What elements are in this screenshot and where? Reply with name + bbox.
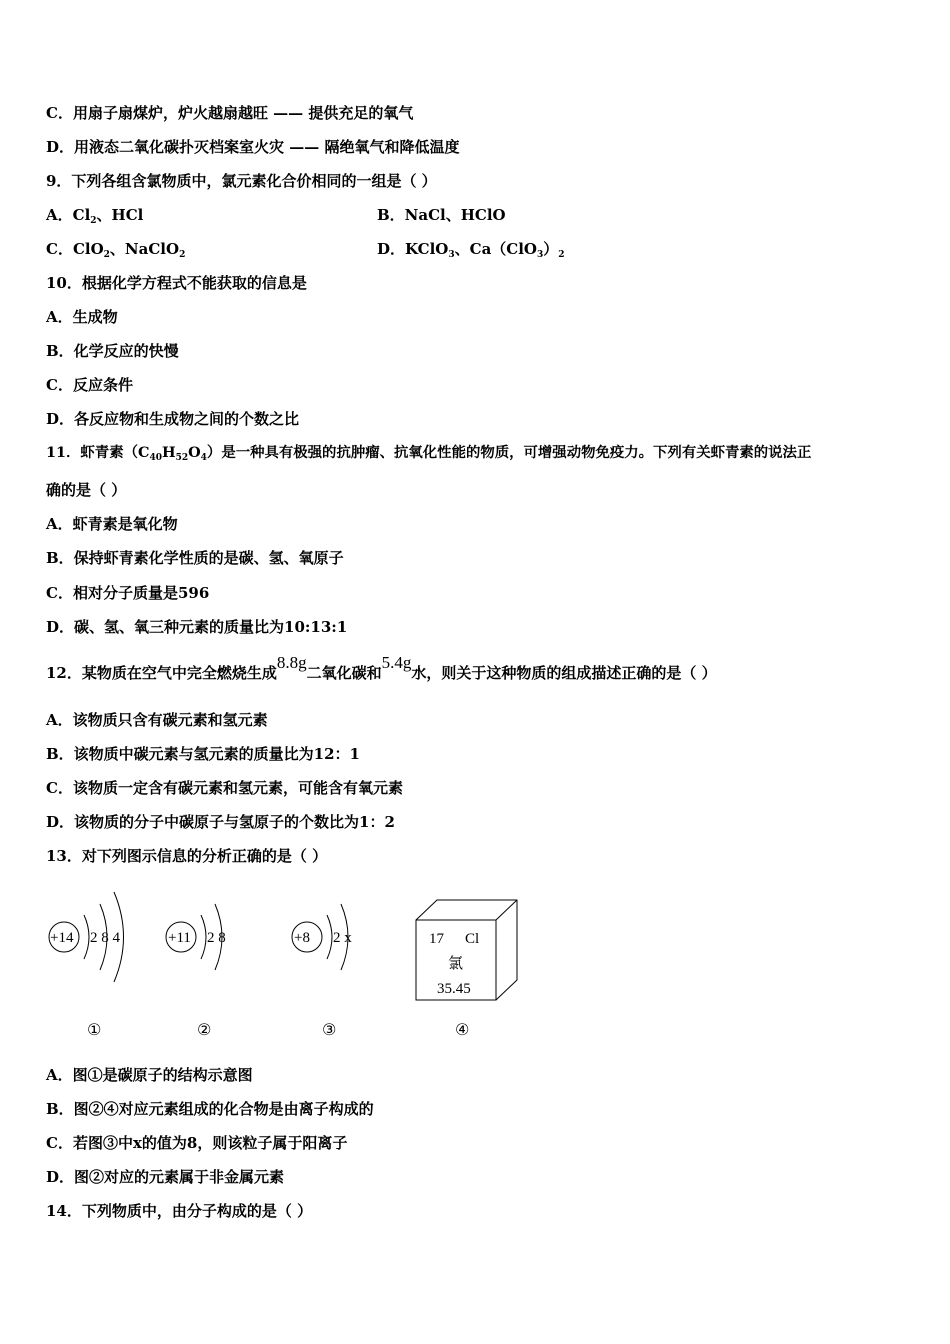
element-name: 氯 [448, 954, 464, 972]
element-mass: 35.45 [437, 981, 471, 997]
q13-option-c: C．若图③中x的值为8，则该粒子属于阳离子 [46, 1134, 348, 1152]
q13-option-d: D．图②对应的元素属于非金属元素 [46, 1168, 285, 1186]
q12-option-d: D．该物质的分子中碳原子与氢原子的个数比为1：2 [46, 813, 395, 831]
electron-shells-1: 2 8 4 [90, 930, 120, 946]
atom-structure-figures [40, 880, 540, 1010]
caption-1: ① [87, 1020, 102, 1039]
question-11-line2: 确的是（ ） [46, 481, 127, 499]
nucleus-charge-1: +14 [50, 930, 74, 946]
question-13: 13．对下列图示信息的分析正确的是（ ） [46, 847, 328, 865]
q11-option-d: D．碳、氢、氧三种元素的质量比为10:13:1 [46, 618, 348, 636]
q12-option-a: A．该物质只含有碳元素和氢元素 [46, 711, 268, 729]
q10-option-a: A．生成物 [46, 308, 118, 326]
question-11: 11．虾青素$(C_{40}H_{52}O_4)$是一种具有极强的抗肿瘤、抗氧化性能的物质，可增强动物免疫力。下列有关虾青素的说法正 [46, 444, 812, 463]
co2-mass: 8.8g [276, 653, 307, 672]
caption-2: ② [197, 1020, 212, 1039]
q9-option-c: C．ClO$_2$、NaClO$_2$ [46, 240, 186, 260]
shell-arc [84, 915, 89, 959]
element-symbol: Cl [465, 931, 480, 947]
element-number: 17 [429, 931, 444, 947]
q9-option-a: A．$Cl_2$、HCl [46, 206, 144, 226]
question-14: 14．下列物质中，由分子构成的是（ ） [46, 1202, 313, 1220]
q13-option-b: B．图②④对应元素组成的化合物是由离子构成的 [46, 1100, 374, 1118]
q13-option-a: A．图①是碳原子的结构示意图 [46, 1066, 253, 1084]
nucleus-charge-2: +11 [168, 930, 191, 946]
q12-option-c: C．该物质一定含有碳元素和氢元素，可能含有氧元素 [46, 779, 403, 797]
electron-shells-3: 2 x [333, 930, 352, 946]
q9-options-row1 [46, 205, 896, 225]
question-9: 9．下列各组含氯物质中，氯元素化合价相同的一组是（ ） [46, 172, 437, 190]
nucleus-charge-3: +8 [294, 930, 310, 946]
q10-option-b: B．化学反应的快慢 [46, 342, 179, 360]
q9-options-row2 [46, 239, 896, 259]
q12-option-b: B．该物质中碳元素与氢元素的质量比为12：1 [46, 745, 360, 763]
caption-4: ④ [455, 1020, 470, 1039]
question-10: 10．根据化学方程式不能获取的信息是 [46, 274, 307, 292]
q13-diagrams [40, 880, 540, 1050]
q9-option-d: D．KClO$_3$、$Ca(ClO_3)_2$ [377, 240, 565, 260]
q11-option-c: C．相对分子质量是596 [46, 584, 210, 602]
option-9d-fire-co2: D．用液态二氧化碳扑灭档案室火灾 —— 隔绝氧气和降低温度 [46, 138, 460, 156]
option-9c-fire-fan: C．用扇子扇煤炉，炉火越扇越旺 —— 提供充足的氧气 [46, 104, 414, 122]
q10-option-d: D．各反应物和生成物之间的个数之比 [46, 410, 300, 428]
q11-option-b: B．保持虾青素化学性质的是碳、氢、氧原子 [46, 549, 344, 567]
question-12: 12．某物质在空气中完全燃烧生成8.8g二氧化碳和5.4g水，则关于这种物质的组成描述正确的是（ ） [46, 653, 717, 682]
shell-arc [327, 915, 332, 959]
q11-option-a: A．虾青素是氧化物 [46, 515, 178, 533]
water-mass: 5.4g [381, 653, 412, 672]
element-cell-edge [496, 900, 517, 920]
caption-3: ③ [322, 1020, 337, 1039]
q10-option-c: C．反应条件 [46, 376, 133, 394]
electron-shells-2: 2 8 [207, 930, 226, 946]
shell-arc [201, 915, 206, 959]
q9-option-b: B．NaCl、HClO [377, 206, 506, 224]
